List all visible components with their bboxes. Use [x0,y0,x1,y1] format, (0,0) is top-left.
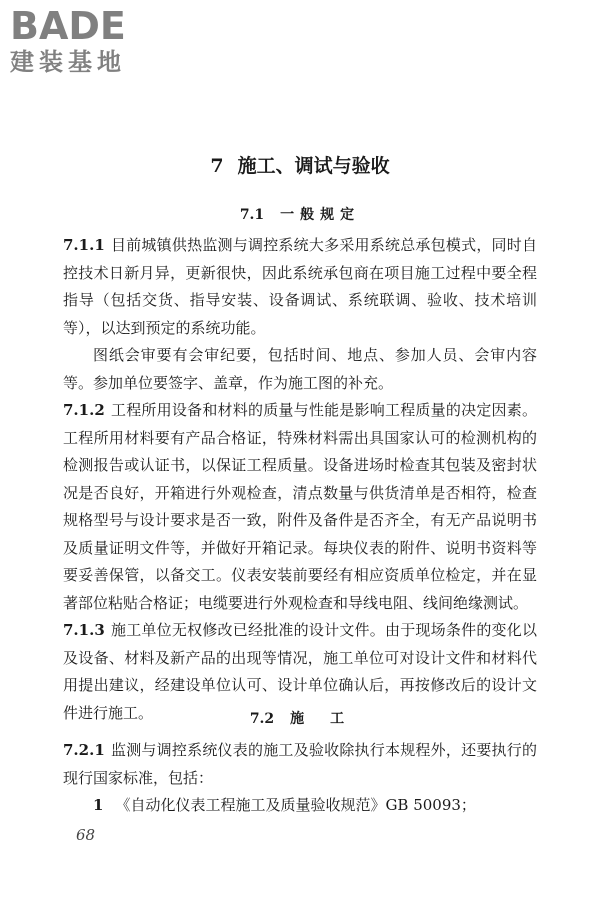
paragraph-7-2-1 [63,737,537,792]
logo-wordmark: BADE [10,4,126,48]
section-heading-7-2 [0,708,600,730]
section-number: 7.2 [249,711,275,727]
item-number: 1 [93,796,104,814]
paragraph-text: 施工单位无权修改已经批准的设计文件。由于现场条件的变化以及设备、材料及新产品的出现等情况，施工单位可对设计文件和材料代用提出建议，经建设单位认可、设计单位确认后，再按修改后的设计文件进行施工。 [63,621,537,722]
chapter-title: 施工、调试与验收 [237,155,390,177]
bade-logo [10,6,126,76]
paragraph-text: 监测与调控系统仪表的施工及验收除执行本规程外，还要执行的现行国家标准，包括： [63,741,537,787]
section-7-2-body [63,737,537,820]
paragraph-text: 工程所用设备和材料的质量与性能是影响工程质量的决定因素。工程所用材料要有产品合格证，特殊材料需出具国家认可的检测机构的检测报告或认证书，以保证工程质量。设备进场时检查其包装及密封状况是否良好，开箱进行外观检查，清点数量与供货清单是否相符，检查规格型号与设计要求是否一致，附件及备件是否齐全，有无产品说明书及质量证明文件等，并做好开箱记录。每块仪表的附件、说明书资料等要妥善保管，以备交工。仪表安装前要经有相应资质单位检定，并在显著部位粘贴合格证；电缆要进行外观检查和导线电阻、线间绝缘测试。 [63,401,537,612]
section-heading-7-1 [0,204,600,226]
paragraph-text: 目前城镇供热监测与调控系统大多采用系统总承包模式，同时自控技术日新月异，更新很快，因此系统承包商在项目施工过程中要全程指导（包括交货、指导安装、设备调试、系统联调、验收、技术培训等），以达到预定的系统功能。 [63,236,537,337]
list-item [63,792,537,820]
chapter-heading [0,152,600,180]
section-title: 施 工 [290,711,351,727]
section-title: 一般规定 [280,207,361,223]
paragraph-drawing-review [63,342,537,397]
paragraph-7-1-2 [63,397,537,617]
paragraph-7-1-1 [63,232,537,342]
clause-number: 7.1.2 [63,401,105,419]
clause-number: 7.1.3 [63,621,105,639]
page-number: 68 [76,826,96,844]
section-7-1-body [63,232,537,727]
clause-number: 7.2.1 [63,741,105,759]
section-number: 7.1 [239,207,265,223]
clause-number: 7.1.1 [63,236,105,254]
logo-subtitle: 建装基地 [10,48,126,76]
paragraph-text: 图纸会审要有会审纪要，包括时间、地点、参加人员、会审内容等。参加单位要签字、盖章，作为施工图的补充。 [63,346,537,392]
item-text: 《自动化仪表工程施工及质量验收规范》GB 50093； [115,796,476,814]
chapter-number: 7 [210,155,224,177]
